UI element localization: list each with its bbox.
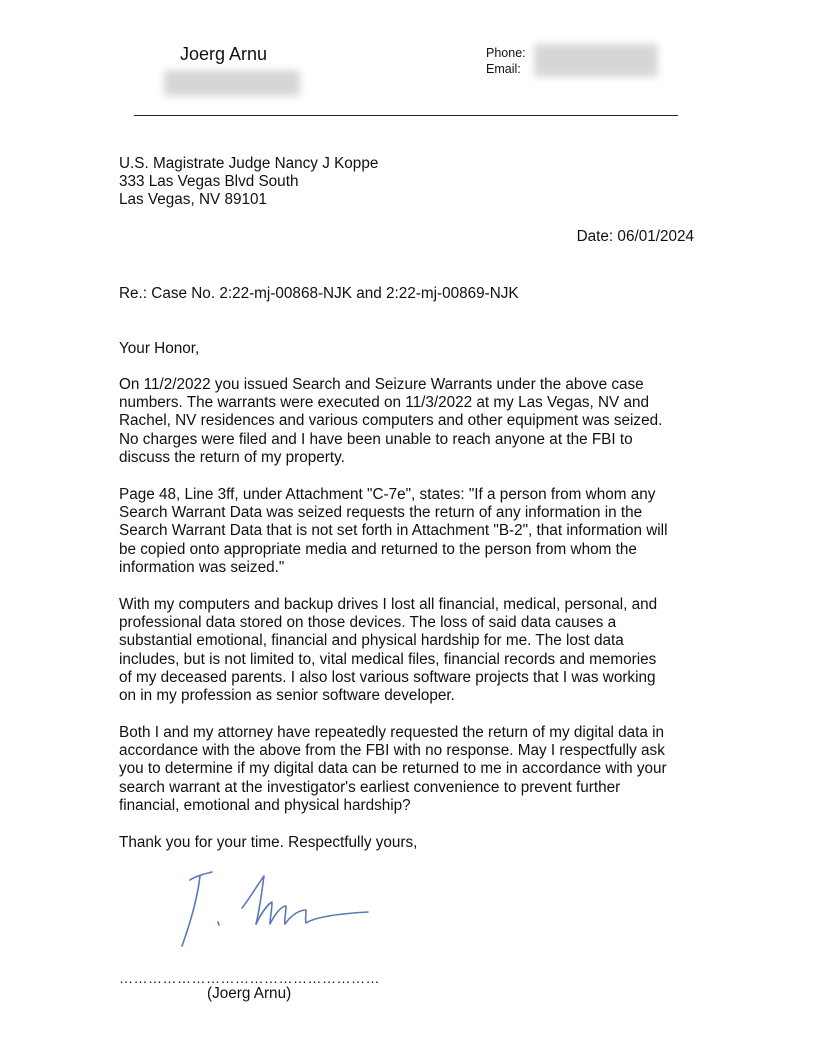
recipient-address bbox=[119, 155, 378, 210]
paragraph-line: Rachel, NV residences and various computers and other equipment was seized. bbox=[119, 412, 663, 430]
paragraph-line: accordance with the above from the FBI with no response. May I respectfully ask bbox=[119, 742, 665, 760]
closing-line: Thank you for your time. Respectfully yours, bbox=[119, 834, 418, 851]
salutation: Your Honor, bbox=[119, 340, 200, 357]
header-divider bbox=[134, 115, 678, 116]
paragraph-line: of my deceased parents. I also lost various software projects that I was working bbox=[119, 668, 656, 686]
signature-line: ……………………………………………… bbox=[119, 970, 380, 986]
paragraph-line: Page 48, Line 3ff, under Attachment "C-7e", states: "If a person from whom any bbox=[119, 486, 656, 503]
paragraph-line: professional data stored on those devices. The loss of said data causes a bbox=[119, 614, 617, 632]
recipient-line: Las Vegas, NV 89101 bbox=[119, 191, 267, 209]
sender-name: Joerg Arnu bbox=[180, 44, 268, 64]
paragraph-line: includes, but is not limited to, vital medical files, financial records and memories bbox=[119, 650, 657, 668]
paragraph-line: On 11/2/2022 you issued Search and Seizure Warrants under the above case bbox=[119, 376, 644, 393]
paragraph-line: be copied onto appropriate media and returned to the person from whom the bbox=[119, 540, 637, 558]
recipient-line: 333 Las Vegas Blvd South bbox=[119, 173, 299, 191]
redacted-contact-info bbox=[534, 44, 658, 77]
printed-name: (Joerg Arnu) bbox=[207, 985, 292, 1002]
handwritten-signature bbox=[172, 868, 382, 956]
letter-date: Date: 06/01/2024 bbox=[576, 228, 694, 245]
body-paragraph bbox=[119, 596, 657, 705]
email-label: Email: bbox=[486, 62, 521, 76]
paragraph-line: Search Warrant Data that is not set forth in Attachment "B-2", that information will bbox=[119, 522, 668, 540]
phone-label: Phone: bbox=[486, 46, 526, 60]
recipient-line: U.S. Magistrate Judge Nancy J Koppe bbox=[119, 155, 379, 172]
paragraph-line: information was seized." bbox=[119, 558, 285, 576]
paragraph-line: financial, emotional and physical hardship? bbox=[119, 796, 411, 814]
paragraph-line: Search Warrant Data was seized requests the return of any information in the bbox=[119, 504, 643, 522]
paragraph-line: No charges were filed and I have been unable to reach anyone at the FBI to bbox=[119, 430, 633, 448]
paragraph-line: numbers. The warrants were executed on 11/3/2022 at my Las Vegas, NV and bbox=[119, 394, 650, 412]
subject-line: Re.: Case No. 2:22-mj-00868-NJK and 2:22-mj-00869-NJK bbox=[119, 285, 519, 302]
paragraph-line: search warrant at the investigator's earliest convenience to prevent further bbox=[119, 778, 621, 796]
body-paragraph bbox=[119, 486, 667, 577]
body-paragraph bbox=[119, 376, 662, 467]
paragraph-line: substantial emotional, financial and physical hardship for me. The lost data bbox=[119, 632, 624, 650]
paragraph-line: Both I and my attorney have repeatedly requested the return of my digital data in bbox=[119, 724, 665, 741]
paragraph-line: With my computers and backup drives I lost all financial, medical, personal, and bbox=[119, 596, 658, 613]
body-paragraph bbox=[119, 724, 667, 815]
paragraph-line: on in my profession as senior software developer. bbox=[119, 687, 455, 705]
paragraph-line: you to determine if my digital data can be returned to me in accordance with your bbox=[119, 760, 667, 778]
paragraph-line: discuss the return of my property. bbox=[119, 448, 345, 466]
redacted-sender-address bbox=[164, 70, 300, 96]
